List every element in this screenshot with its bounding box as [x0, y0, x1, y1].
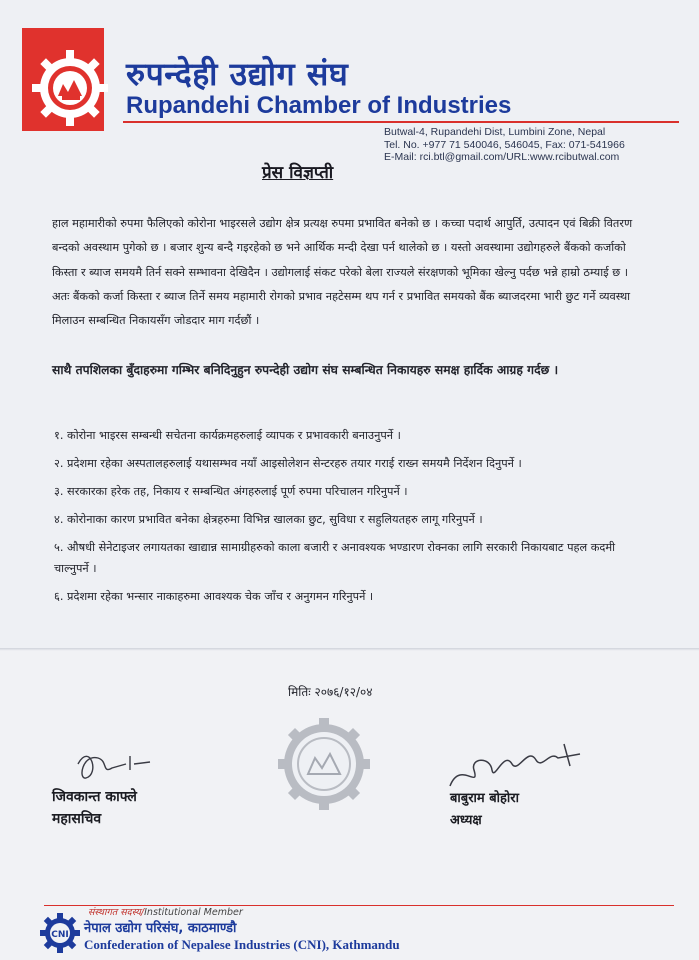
header-divider [123, 121, 679, 123]
gear-logo-icon [32, 50, 108, 126]
list-item: २. प्रदेशमा रहेका अस्पतालहरुलाई यथासम्भव नयाँ आइसोलेशन सेन्टरहरु तयार गराई राख्न समयमै निर्देशन दिनुपर्ने । [54, 456, 522, 470]
release-date: मितिः २०७६/१२/०४ [288, 685, 373, 699]
signatory-left [52, 786, 137, 830]
list-item: ३. सरकारका हरेक तह, निकाय र सम्बन्धित अंगहरुलाई पूर्ण रुपमा परिचालन गरिनुपर्ने । [54, 484, 408, 498]
email-line: E-Mail: rci.btl@gmail.com/URL:www.rcibutwal.com [384, 151, 620, 164]
cni-name-english: Confederation of Nepalese Industries (CNI), Kathmandu [84, 937, 400, 952]
signatory-right-name: बाबुराम बोहोरा [450, 791, 519, 806]
body-paragraph-2: साथै तपशिलका बुँदाहरुमा गम्भिर बनिदिनुहुन रुपन्देही उद्योग संघ सम्बन्धित निकायहरु समक्ष हार्दिक आग्रह गर्दछ । [52, 363, 559, 377]
cni-logo-icon [40, 913, 80, 953]
org-name-nepali: रुपन्देही उद्योग संघ [126, 55, 349, 93]
signatory-left-name: जिवकान्त काफ्ले [52, 789, 137, 805]
demand-list [54, 425, 644, 614]
contact-block [384, 126, 625, 164]
list-item: १. कोरोना भाइरस सम्बन्धी सचेतना कार्यक्रमहरुलाई व्यापक र प्रभावकारी बनाउनुपर्ने । [54, 429, 401, 442]
press-release-title: प्रेस विज्ञप्ती [262, 163, 334, 183]
body-paragraph-1: हाल महामारीको रुपमा फैलिएको कोरोना भाइरसले उद्योग क्षेत्र प्रत्यक्ष रुपमा प्रभावित बनेको छ । कच्चा पदार्थ आपुर्ति, उत्पादन एवं बिक्री वितरण बन्दको अवस्थाम पुगेको छ । बजार शुन्य बन्दै गइरहेको छ भने आर्थिक मन्दी देखा पर्न थालेको छ । यस्तो अवस्थामा उद्योगहरुले बैंकको कर्जाको किस्ता र ब्याज समयमै तिर्न सक्ने सम्भावना देखिदैन । उद्योगलाई संकट परेको बेला राज्यले संरक्षणको भूमिका खेल्नु पर्दछ भन्ने हाम्रो ठम्याई छ । अतः बैंकको कर्जा किस्ता र ब्याज तिर्ने समय महामारी रोगको प्रभाव नहटेसम्म थप गर्न र प्रभावित समयको बैंक ब्याजदरमा भारी छुट गर्ने व्यवस्था मिलाउन सम्बन्धित निकायसँग जोडदार माग गर्दछौं । [52, 217, 633, 328]
cni-abbreviation: CNI [51, 930, 69, 940]
list-item: ४. कोरोनाका कारण प्रभावित बनेका क्षेत्रहरुमा विभिन्न खालका छुट, सुविधा र सहुलियतहरु लागू गरिनुपर्ने । [54, 512, 483, 526]
member-label-np: संस्थागत सदस्य/ [88, 907, 145, 918]
list-item: ६. प्रदेशमा रहेका भन्सार नाकाहरुमा आवश्यक चेक जाँच र अनुगमन गरिनुपर्ने । [54, 589, 374, 603]
signatory-right-title: अध्यक्ष [450, 813, 482, 828]
organization-seal-stamp [278, 718, 370, 810]
address-line: Butwal-4, Rupandehi Dist, Lumbini Zone, Nepal [384, 126, 606, 138]
signature-left [68, 734, 158, 794]
signatory-left-title: महासचिव [52, 811, 102, 827]
list-item: ५. औषधी सेनेटाइजर लगायतका खाद्यान्न सामाग्रीहरुको काला बजारी र अनावश्यक भण्डारण रोक्नका लागि सरकारी निकायबाट पहल कदमी चाल्नुपर्ने । [54, 540, 616, 576]
signatory-right [450, 788, 519, 832]
membership-label [88, 905, 243, 918]
cni-name-nepali: नेपाल उद्योग परिसंघ, काठमाण्डौ [84, 921, 237, 936]
member-label-en: Institutional Member [144, 907, 243, 918]
phone-line: Tel. No. +977 71 540046, 546045, Fax: 071-541966 [384, 138, 625, 151]
org-name-english: Rupandehi Chamber of Industries [126, 92, 512, 119]
